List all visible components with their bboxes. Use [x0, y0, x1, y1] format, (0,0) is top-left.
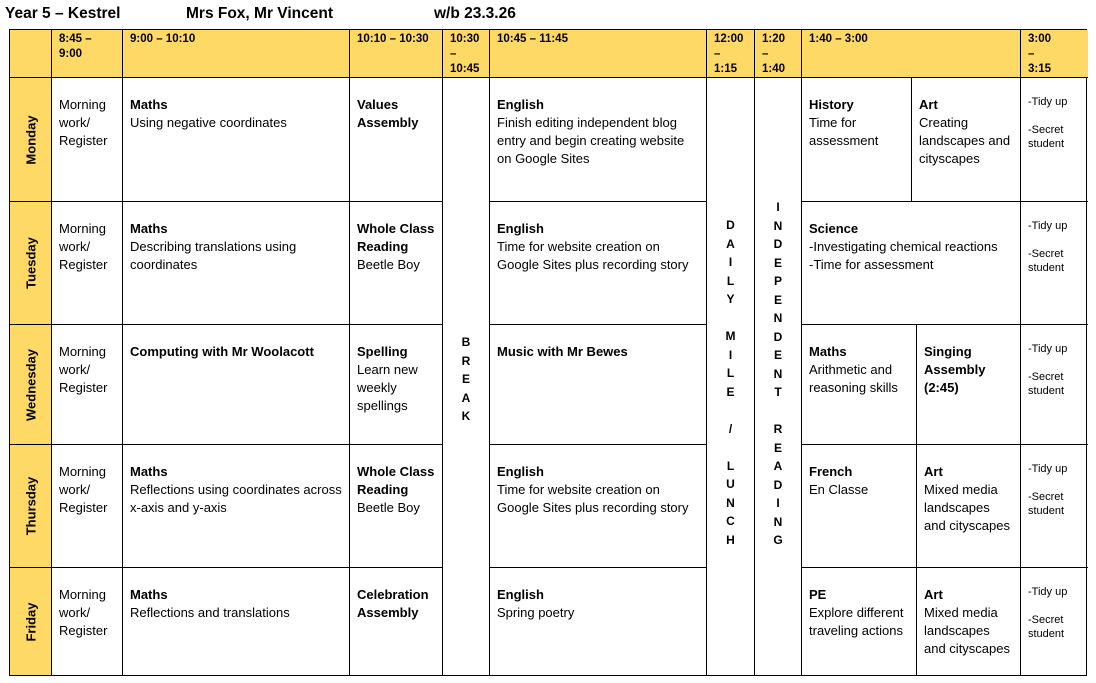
lesson-monday-3: English Finish editing independent blog entry and begin creating website on Google Sites — [490, 78, 707, 202]
time-header-1010: 10:10 – 10:30 — [350, 30, 443, 78]
closing-monday: -Tidy up -Secret student — [1021, 78, 1088, 202]
time-header-1200: 12:00 – 1:15 — [707, 30, 755, 78]
lesson-friday-2: Celebration Assembly — [350, 568, 443, 675]
lesson-tuesday-4: Science -Investigating chemical reactions -Time for assessment — [802, 202, 1021, 325]
day-tuesday: Tuesday — [10, 202, 52, 325]
day-wednesday: Wednesday — [10, 325, 52, 445]
time-header-0120: 1:20 – 1:40 — [755, 30, 802, 78]
lesson-wednesday-1: Computing with Mr Woolacott — [123, 325, 350, 445]
lesson-wednesday-2: Spelling Learn new weekly spellings — [350, 325, 443, 445]
lesson-tuesday-1: Maths Describing translations using coordinates — [123, 202, 350, 325]
class-name: Year 5 – Kestrel — [5, 5, 121, 22]
lesson-tuesday-2: Whole Class Reading Beetle Boy — [350, 202, 443, 325]
day-friday: Friday — [10, 568, 52, 675]
lesson-thursday-3: English Time for website creation on Google Sites plus recording story — [490, 445, 707, 568]
time-header-0300: 3:00 – 3:15 — [1021, 30, 1088, 78]
day-thursday: Thursday — [10, 445, 52, 568]
lesson-thursday-1: Maths Reflections using coordinates across x-axis and y-axis — [123, 445, 350, 568]
lesson-wednesday-4: Maths Arithmetic and reasoning skills — [802, 325, 917, 445]
timetable-grid — [9, 29, 1087, 676]
closing-wednesday: -Tidy up -Secret student — [1021, 325, 1088, 445]
closing-tuesday: -Tidy up -Secret student — [1021, 202, 1088, 325]
lesson-friday-5: Art Mixed media landscapes and cityscapes — [917, 568, 1021, 675]
morning-friday: Morning work/ Register — [52, 568, 123, 675]
lesson-tuesday-3: English Time for website creation on Google Sites plus recording story — [490, 202, 707, 325]
lesson-thursday-5: Art Mixed media landscapes and cityscapes — [917, 445, 1021, 568]
lesson-friday-4: PE Explore different traveling actions — [802, 568, 917, 675]
daily-mile-lunch-column: D A I L Y M I L E / L U N C H — [707, 78, 755, 675]
morning-wednesday: Morning work/ Register — [52, 325, 123, 445]
lesson-monday-2: Values Assembly — [350, 78, 443, 202]
corner-cell — [10, 30, 52, 78]
time-header-0845: 8:45 – 9:00 — [52, 30, 123, 78]
lesson-monday-1: Maths Using negative coordinates — [123, 78, 350, 202]
break-column: B R E A K — [443, 78, 490, 675]
lesson-monday-4: History Time for assessment — [802, 78, 912, 202]
lesson-thursday-2: Whole Class Reading Beetle Boy — [350, 445, 443, 568]
morning-tuesday: Morning work/ Register — [52, 202, 123, 325]
lesson-friday-1: Maths Reflections and translations — [123, 568, 350, 675]
time-header-1030: 10:30 – 10:45 — [443, 30, 490, 78]
time-header-0900: 9:00 – 10:10 — [123, 30, 350, 78]
morning-thursday: Morning work/ Register — [52, 445, 123, 568]
day-monday: Monday — [10, 78, 52, 202]
morning-monday: Morning work/ Register — [52, 78, 123, 202]
lesson-monday-5: Art Creating landscapes and cityscapes — [912, 78, 1021, 202]
independent-reading-column: I N D E P E N D E N T R E A D I N G — [755, 78, 802, 675]
lesson-thursday-4: French En Classe — [802, 445, 917, 568]
lesson-wednesday-5: Singing Assembly (2:45) — [917, 325, 1021, 445]
time-header-0140: 1:40 – 3:00 — [802, 30, 1021, 78]
week-label: w/b 23.3.26 — [434, 5, 516, 22]
closing-thursday: -Tidy up -Secret student — [1021, 445, 1088, 568]
lesson-friday-3: English Spring poetry — [490, 568, 707, 675]
teachers: Mrs Fox, Mr Vincent — [186, 5, 333, 22]
closing-friday: -Tidy up -Secret student — [1028, 586, 1068, 640]
lesson-wednesday-3: Music with Mr Bewes — [490, 325, 707, 445]
time-header-1045: 10:45 – 11:45 — [490, 30, 707, 78]
